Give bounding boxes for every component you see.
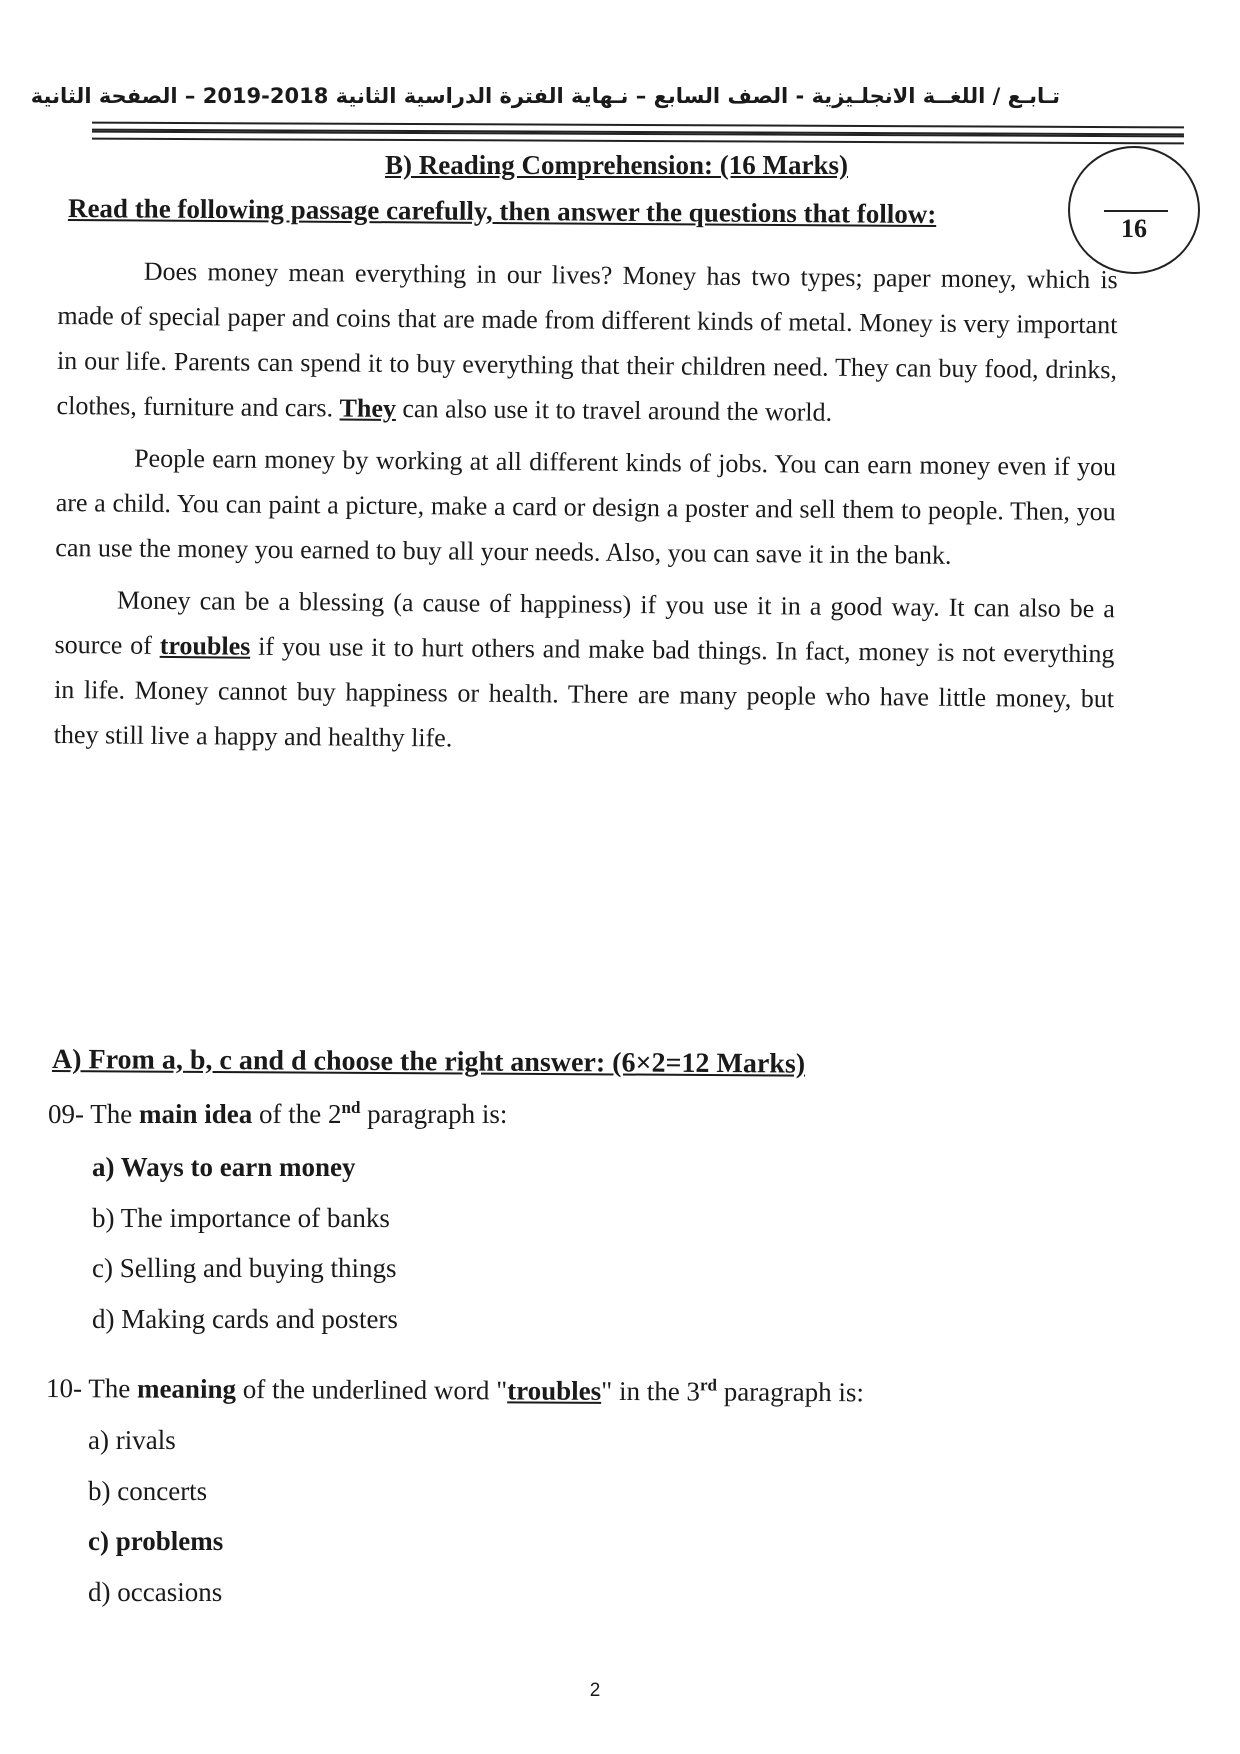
part-a-title: A) From a, b, c and d choose the right answer: (6×2=12 Marks) xyxy=(51,1044,806,1080)
question-09 xyxy=(48,1098,507,1130)
q10-option-d: d) occasions xyxy=(88,1577,223,1607)
score-line xyxy=(1104,210,1168,212)
question-10 xyxy=(46,1372,864,1408)
passage-paragraph-2: People earn money by working at all different kinds of jobs. You can earn money even if you are a child. You can paint a picture, make a card or design a poster and sell them to people. Then, you can use the money you earned to buy all your needs. Also, you can save it in the bank. xyxy=(55,443,1117,570)
score-value: 16 xyxy=(1121,214,1147,243)
q09-option-b: b) The importance of banks xyxy=(92,1203,390,1233)
section-title: B) Reading Comprehension: (16 Marks) xyxy=(385,150,849,180)
ordinal-suffix: nd xyxy=(341,1098,361,1117)
question-keyword: main idea xyxy=(139,1099,253,1129)
passage-paragraph-1 xyxy=(56,248,1118,437)
q10-option-c: c) problems xyxy=(88,1526,224,1556)
question-text: paragraph is: xyxy=(716,1376,865,1408)
q09-option-c: c) Selling and buying things xyxy=(92,1253,397,1283)
q10-option-b: b) concerts xyxy=(88,1476,208,1506)
question-text: of the underlined word " xyxy=(235,1373,508,1406)
underlined-word-troubles: troubles xyxy=(159,630,251,661)
paragraph-3-text-end: if you use it to hurt others and make bad things. In fact, money is not everything in life. Money cannot buy happiness or health. There are many people who have little money, but they still live a happy and healthy life. xyxy=(53,631,1115,753)
reading-instruction: Read the following passage carefully, then answer the questions that follow: xyxy=(67,193,937,230)
reading-passage xyxy=(53,248,1117,773)
paragraph-3-text: Money can be a blessing (a cause of happiness) if you use it in a good way. It can also be a source of xyxy=(54,585,1116,660)
question-keyword: meaning xyxy=(136,1373,237,1404)
passage-paragraph-3 xyxy=(54,577,1116,766)
underlined-word-they: They xyxy=(339,393,397,423)
paragraph-1-text-end: can also use it to travel around the world. xyxy=(395,393,833,427)
question-text: of the 2 xyxy=(252,1099,342,1129)
paragraph-1-text: Does money mean everything in our lives? Money has two types; paper money, which is made of special paper and coins that are made from different kinds of metal. Money is very important in our life. Parents can spend it to buy everything that their children need. They can buy food, drinks, clothes, furniture and cars. xyxy=(56,256,1118,423)
question-text: " in the 3 xyxy=(601,1375,701,1407)
question-text: The xyxy=(81,1373,138,1404)
question-number: 09- xyxy=(48,1099,84,1129)
question-text: paragraph is: xyxy=(360,1099,508,1129)
page-number: 2 xyxy=(589,1680,601,1701)
question-number: 10- xyxy=(45,1373,83,1404)
question-underlined-word: troubles xyxy=(507,1375,602,1406)
q09-option-d: d) Making cards and posters xyxy=(92,1304,398,1334)
ordinal-suffix: rd xyxy=(699,1375,718,1395)
q09-option-a: a) Ways to earn money xyxy=(92,1152,356,1182)
question-text: The xyxy=(84,1099,139,1129)
q10-option-a: a) rivals xyxy=(88,1425,176,1455)
exam-header: تـابـع / اللغــة الانجلـيزية - الصف السابع – نـهاية الفترة الدراسية الثانية 2018-2019 – الصفحة الثانية xyxy=(30,84,1060,108)
